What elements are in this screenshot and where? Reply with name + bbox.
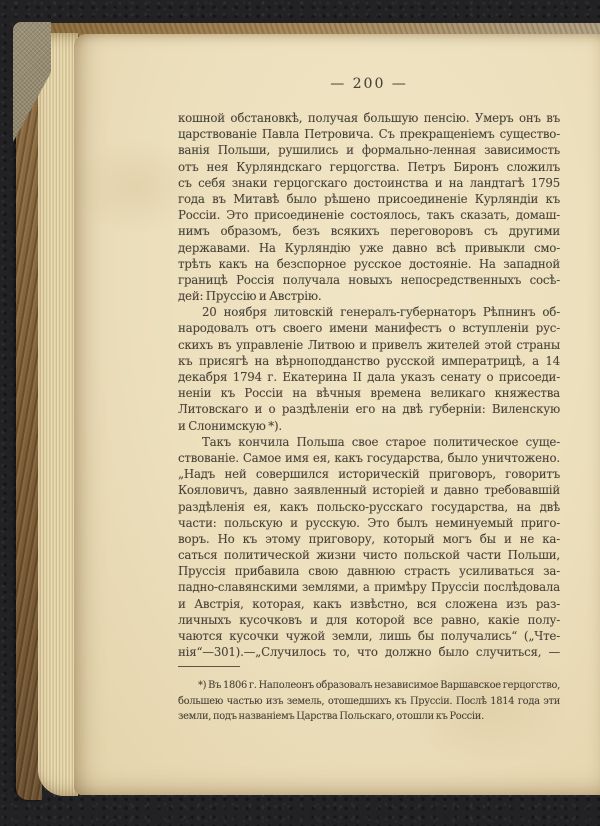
text-line: ванія Польши, рушились и формально-ленная зависимость — [178, 143, 560, 158]
text-line: Пруссія прибавила свою давнюю страсть усиливаться за- — [178, 564, 560, 579]
text-line: скихъ въ управленіе Литвою и привелъ жителей этой страны — [178, 337, 560, 352]
text-line: Россіи. Это присоединеніе состоялось, такъ сказать, домаш- — [178, 208, 560, 223]
text-line: декабря 1794 г. Екатерина II дала указъ сенату о присоеди- — [178, 370, 560, 384]
page-stack-edges — [38, 33, 78, 796]
footnote — [178, 678, 560, 724]
text-line: части: польскую и русскую. Это былъ неминуемый приго- — [178, 515, 560, 530]
text-line: границѣ Россія получала новыхъ непосредственныхъ сосѣ- — [178, 272, 560, 287]
text-line: кошной обстановкѣ, получая большую пенсію. Умеръ онъ въ — [178, 111, 560, 125]
text-line: неніи къ Россіи на вѣчныя времена великаго княжества — [178, 386, 560, 401]
text-line: земли, подъ названіемъ Царства Польскаго, отошли къ Россіи. — [178, 710, 484, 722]
page-number: — 200 — — [330, 76, 408, 92]
paragraph — [178, 110, 560, 304]
text-line: воръ. Но къ этому приговору, который могъ бы и не ка- — [178, 531, 560, 546]
text-line: отъ нея Курляндскаго герцогства. Петръ Биронъ сложилъ — [178, 159, 560, 174]
text-line: дей: Пруссію и Австрію. — [178, 289, 322, 304]
text-line: державами. На Курляндію уже давно всѣ привыкли смо- — [178, 240, 560, 255]
text-line: ствованіе. Самое имя ея, какъ государства, было уничтожено. — [178, 450, 560, 465]
text-line: нимъ образомъ, безъ всякихъ переговоровъ съ другими — [178, 224, 560, 239]
text-line: и Слонимскую *). — [178, 418, 282, 433]
text-line: „Надъ ней совершился историческій приговоръ, говоритъ — [178, 467, 560, 482]
text-line: раздѣленія ея, какъ польско-русскаго государства, на двѣ — [178, 499, 560, 514]
text-line: нія“—301).—„Случилось то, что должно было случиться, — — [178, 645, 560, 660]
text-line: трѣть какъ на безспорное русское достояніе. На западной — [178, 256, 560, 271]
paragraph — [178, 304, 560, 434]
text-line: чаются кусочки чужой земли, лишь бы получались“ („Чте- — [178, 629, 560, 643]
text-line: года въ Митавѣ было рѣшено присоединеніе Курляндіи къ — [178, 191, 560, 206]
paragraph — [178, 678, 560, 724]
text-line: 20 ноября литовскій генералъ-губернаторъ Рѣпнинъ об- — [202, 305, 560, 320]
text-line: большею частью изъ земель, отошедшихъ къ Пруссіи. Послѣ 1814 года эти — [178, 695, 560, 707]
book-page — [74, 34, 600, 795]
text-line: личныхъ кусочковъ и для которой все равно, какіе полу- — [178, 612, 560, 627]
text-line: народовалъ отъ своего имени манифестъ о вступленіи рус- — [178, 321, 560, 336]
paragraph — [178, 434, 560, 661]
text-line: къ присягѣ на вѣрноподданство русской императрицѣ, а 14 — [178, 353, 560, 368]
footnote-separator — [178, 666, 240, 667]
text-line: царствованіе Павла Петровича. Съ прекращеніемъ существо- — [178, 127, 560, 142]
text-line: падно-славянскими землями, а примѣру Пруссіи послѣдовала — [178, 580, 560, 595]
text-line: Такъ кончила Польша свое старое политическое суще- — [202, 434, 560, 449]
text-line: *) Въ 1806 г. Наполеонъ образовалъ независимое Варшавское герцогство, — [198, 680, 560, 692]
text-line: Литовскаго и о раздѣленіи его на двѣ губерніи: Виленскую — [178, 402, 560, 417]
text-line: саться политической жизни чисто польской части Польши, — [178, 548, 560, 563]
text-area — [178, 76, 560, 724]
text-line: и Австрія, которая, какъ извѣстно, вся сложена изъ раз- — [178, 596, 560, 611]
body-text — [178, 110, 560, 660]
text-line: Кояловичъ, давно заявленный исторіей и давно требовавшій — [178, 483, 560, 498]
text-line: съ себя знаки герцогскаго достоинства и на ландтагѣ 1795 — [178, 175, 560, 190]
